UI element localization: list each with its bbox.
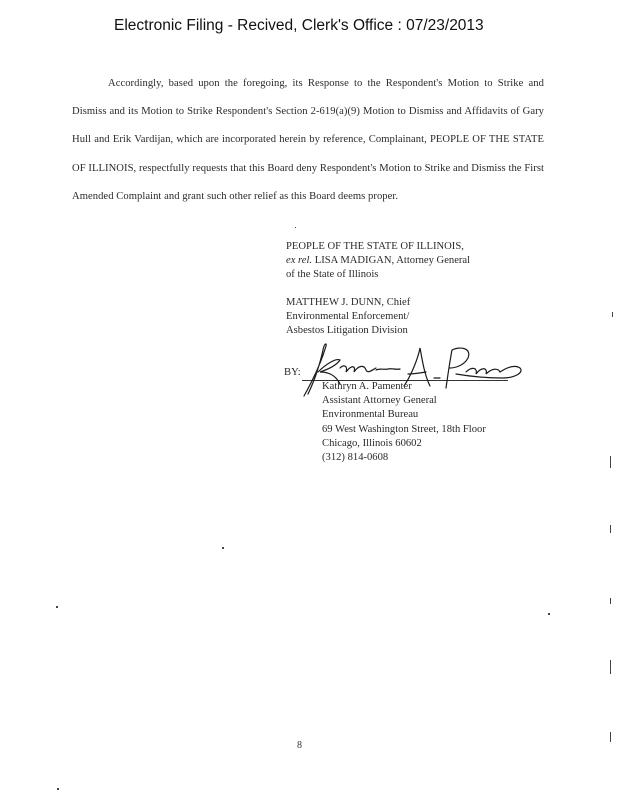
attorney-contact-block bbox=[322, 380, 486, 465]
by-label: BY: bbox=[284, 367, 301, 378]
body-paragraph: Accordingly, based upon the foregoing, its Response to the Respondent's Motion to Strike and Dismiss and its Motion to Strike Respondent's Section 2-619(a)(9) Motion to Dismiss and Affidavits of Gary Hull and Erik Vardijan, which are incorporated herein by reference, Complainant, PEOPLE OF THE STATE OF ILLINOIS, respectfully requests that this Board deny Respondent's Motion to Strike and Dismiss the First Amended Complaint and grant such other relief as this Board deems proper. bbox=[72, 78, 544, 202]
scan-speck bbox=[222, 547, 224, 549]
party-line-1: PEOPLE OF THE STATE OF ILLINOIS, bbox=[286, 241, 464, 252]
party-line-3: of the State of Illinois bbox=[286, 269, 379, 281]
scan-speck bbox=[610, 732, 611, 742]
electronic-filing-header: Electronic Filing - Recived, Clerk's Office : 07/23/2013 bbox=[114, 17, 484, 34]
attorney-title: Assistant Attorney General bbox=[322, 395, 437, 407]
party-line-2 bbox=[286, 254, 470, 268]
division-line-2: Environmental Enforcement/ bbox=[286, 311, 410, 323]
page-number: 8 bbox=[297, 740, 302, 751]
division-line-3: Asbestos Litigation Division bbox=[286, 325, 408, 337]
address-line-2: Chicago, Illinois 60602 bbox=[322, 437, 422, 449]
scan-speck bbox=[610, 456, 611, 468]
division-line-1: MATTHEW J. DUNN, Chief bbox=[286, 297, 411, 308]
division-block bbox=[286, 296, 410, 339]
scan-speck bbox=[610, 598, 611, 604]
scan-speck bbox=[548, 613, 550, 615]
bureau-name: Environmental Bureau bbox=[322, 409, 419, 421]
scan-speck bbox=[57, 788, 59, 790]
scan-speck bbox=[610, 525, 611, 533]
phone-number: (312) 814-0608 bbox=[322, 452, 389, 464]
attorney-general-text: LISA MADIGAN, Attorney General bbox=[312, 255, 471, 267]
attorney-name: Kathryn A. Pamenter bbox=[322, 381, 412, 392]
ex-rel-text: ex rel. bbox=[286, 255, 313, 267]
scan-speck bbox=[612, 312, 613, 317]
scan-speck bbox=[295, 227, 296, 228]
scan-speck bbox=[610, 660, 611, 674]
address-line-1: 69 West Washington Street, 18th Floor bbox=[322, 423, 486, 435]
party-block bbox=[286, 240, 470, 283]
scan-speck bbox=[56, 606, 58, 608]
